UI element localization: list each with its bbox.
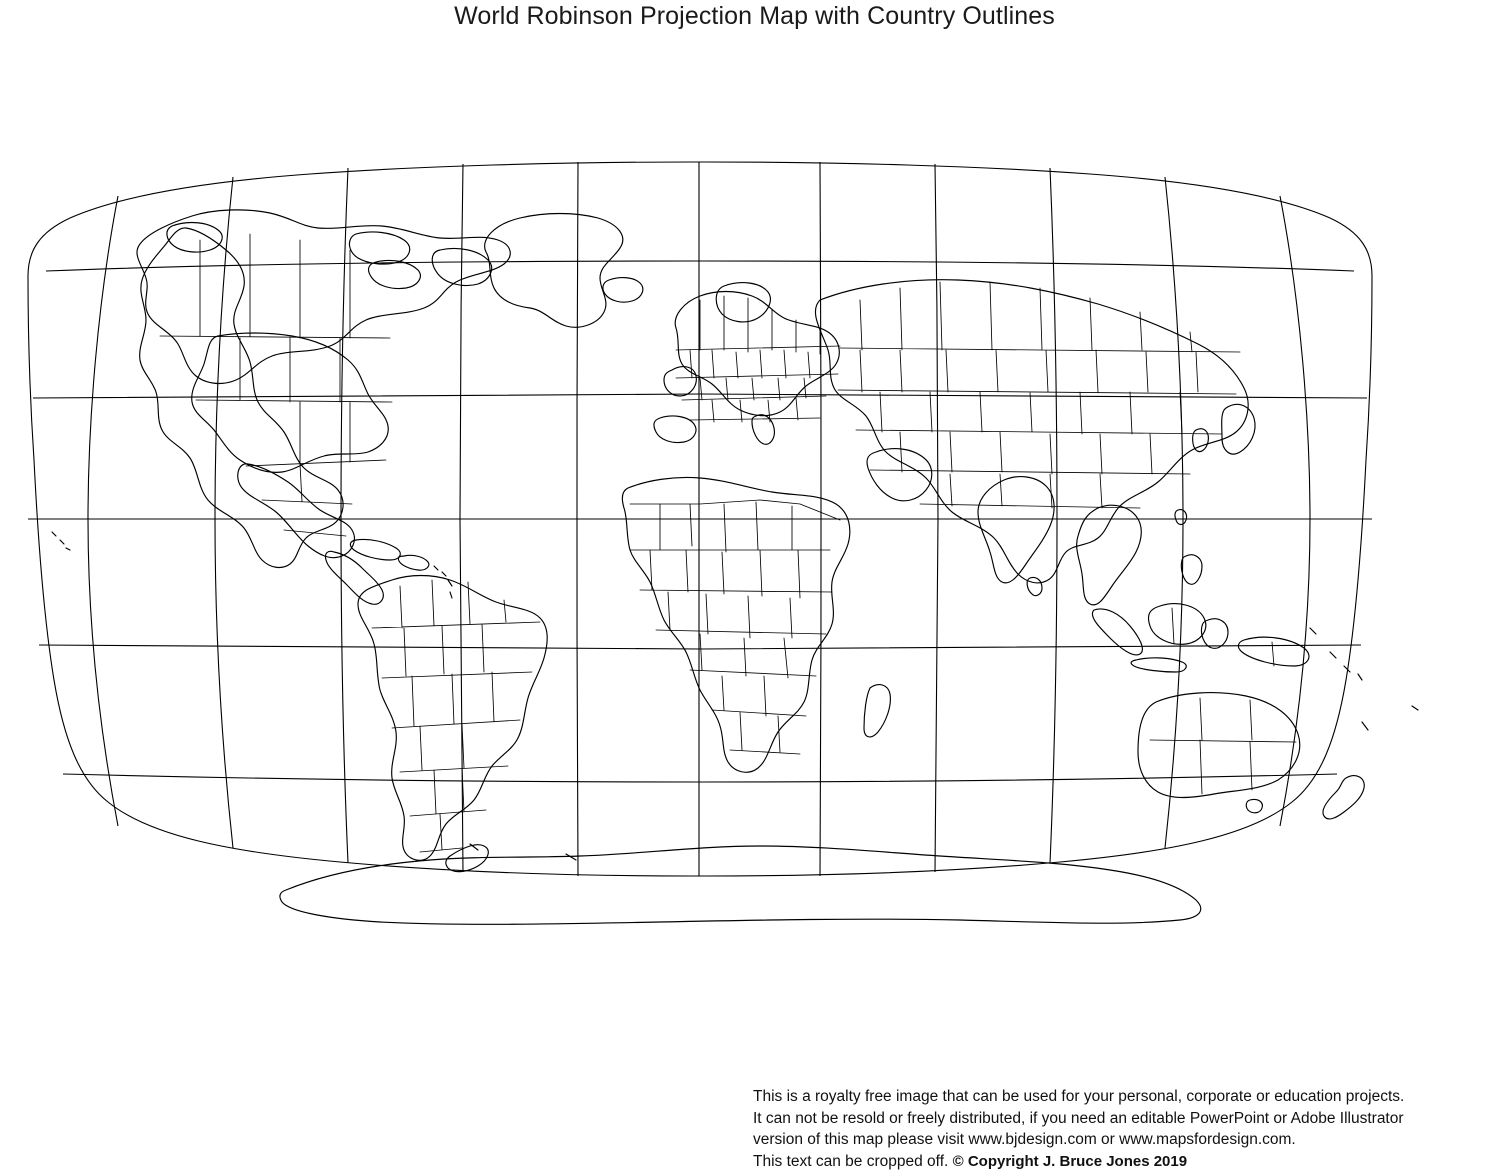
copyright-line	[753, 1151, 1493, 1173]
canada-arctic-islands-outline	[349, 232, 409, 264]
graticule-group	[28, 162, 1372, 876]
java-outline	[1131, 658, 1186, 672]
pacific-islands	[1310, 628, 1418, 730]
borneo-outline	[1148, 604, 1205, 645]
sri-lanka-outline	[1027, 577, 1042, 595]
south-america-outline	[358, 576, 547, 861]
taiwan-outline	[1175, 510, 1187, 525]
philippines-outline	[1181, 555, 1202, 585]
world-map	[0, 100, 1509, 960]
sumatra-outline	[1092, 609, 1142, 655]
iceland-outline	[603, 278, 643, 303]
tasmania-outline	[1246, 799, 1262, 812]
victoria-island-outline	[369, 260, 421, 288]
cuba-outline	[350, 539, 400, 560]
footer-line-1: This is a royalty free image that can be used for your personal, corporate or education projects.	[753, 1088, 1405, 1105]
parallel-30s	[39, 645, 1361, 649]
south-georgia-island	[566, 854, 576, 860]
africa-border-lines	[630, 500, 840, 754]
north-america-outline	[137, 210, 510, 384]
southeast-asia-outline	[1077, 505, 1142, 605]
korea-outline	[1193, 429, 1209, 452]
meridian-90w	[341, 168, 348, 863]
south-america-border-lines	[372, 580, 540, 852]
caribbean-small-islands	[434, 566, 452, 598]
meridian-60e	[935, 164, 938, 872]
central-america-outline	[325, 551, 383, 604]
india-outline	[978, 477, 1054, 583]
australia-outline	[1138, 693, 1300, 798]
map-svg	[0, 100, 1509, 960]
meridian-150w	[88, 196, 118, 826]
meridian-120e	[1165, 177, 1183, 848]
footer-line-2: It can not be resold or freely distributed, if you need an editable PowerPoint or Adobe Illustrator	[753, 1109, 1404, 1127]
greenland-outline	[485, 214, 623, 328]
africa-outline	[622, 477, 849, 772]
mexico-outline	[238, 464, 355, 558]
meridian-60w	[460, 164, 463, 872]
hawaii-islands	[52, 532, 70, 550]
new-zealand-outline	[1323, 776, 1364, 819]
landmasses-group	[52, 210, 1418, 924]
page-title: World Robinson Projection Map with Country Outlines	[454, 2, 1055, 30]
footer-line-3: version of this map please visit www.bjdesign.com or www.mapsfordesign.com.	[753, 1131, 1296, 1148]
hispaniola-outline	[398, 555, 429, 570]
parallel-30n	[33, 394, 1367, 398]
crop-note: This text can be cropped off.	[753, 1152, 949, 1170]
antarctica-outline	[280, 846, 1201, 924]
footer-note	[753, 1086, 1493, 1172]
madagascar-outline	[864, 685, 890, 737]
meridian-150e	[1280, 196, 1310, 826]
copyright-text: © Copyright J. Bruce Jones 2019	[952, 1152, 1188, 1170]
country-borders-group	[160, 234, 1296, 852]
alaska-outline	[167, 223, 222, 253]
